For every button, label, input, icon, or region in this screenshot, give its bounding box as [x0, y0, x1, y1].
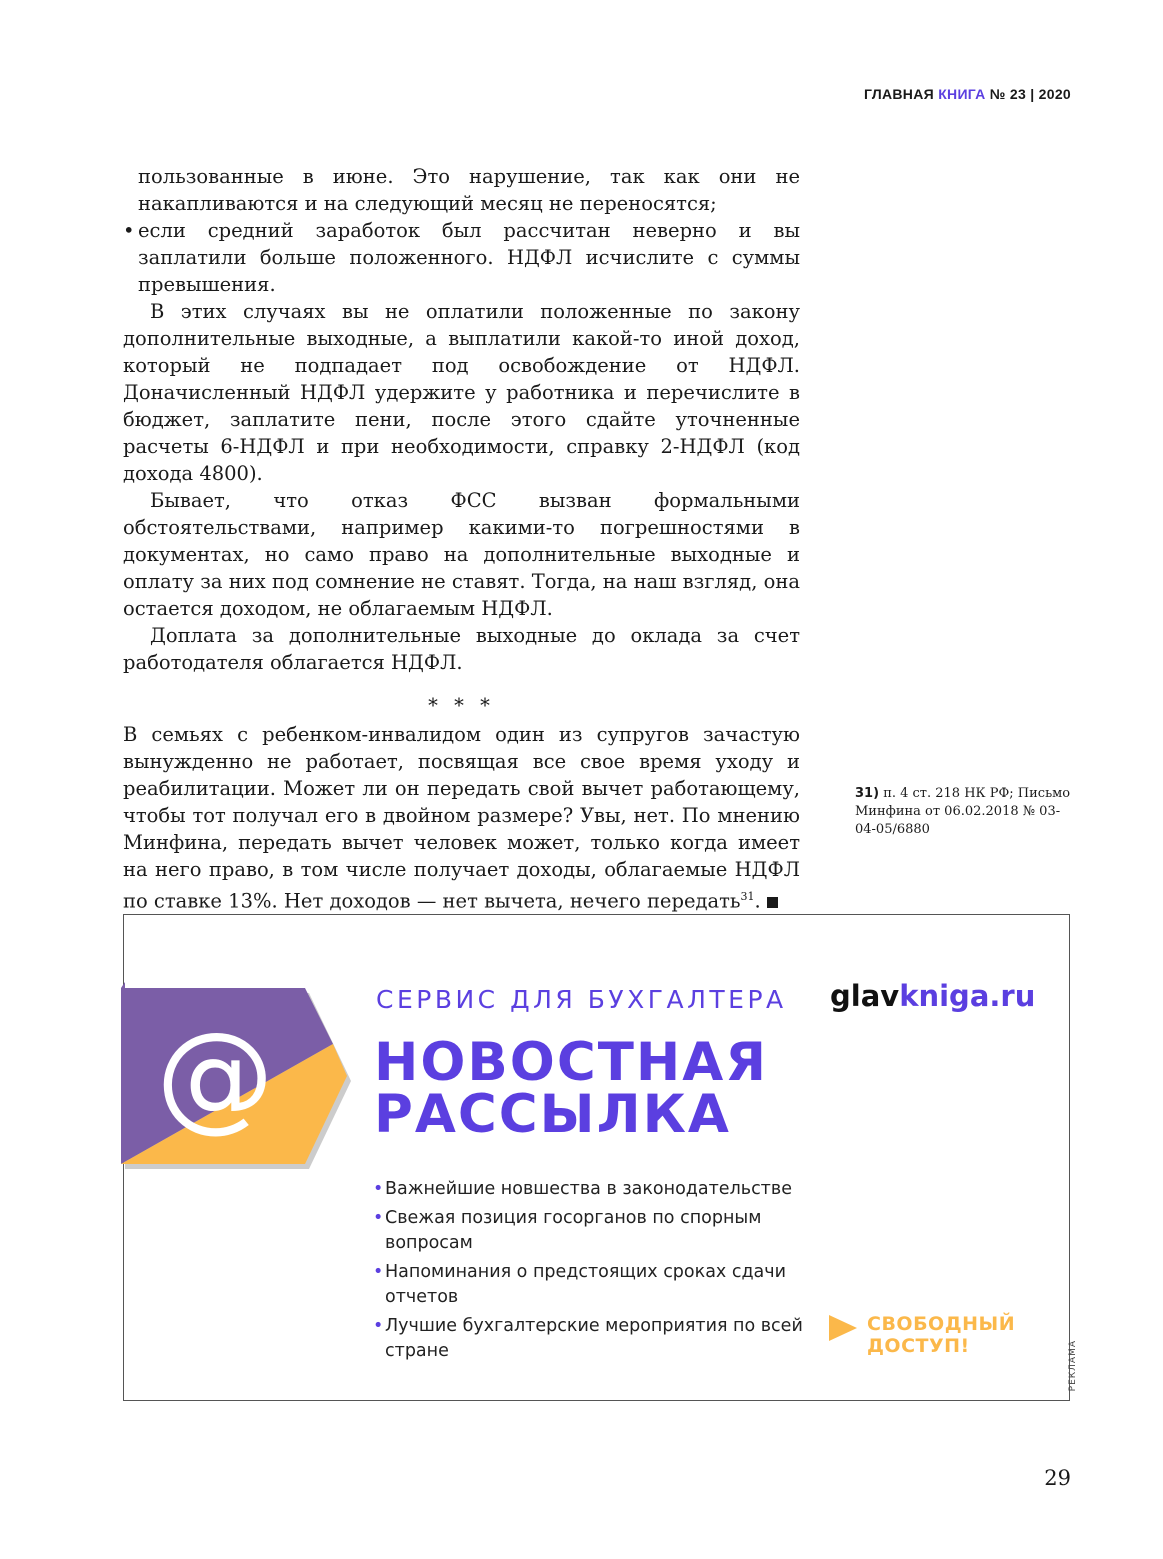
sidenote: [855, 785, 1075, 839]
list-item: • Важнейшие новшества в законодательстве: [373, 1177, 803, 1202]
article-body: [123, 163, 800, 915]
end-mark-icon: [767, 897, 778, 908]
site-part1: glav: [830, 979, 900, 1013]
brand-part2: КНИГА: [938, 86, 986, 102]
ad-features-list: [373, 1177, 803, 1368]
bullet-item: [123, 217, 800, 298]
footnote-text: п. 4 ст. 218 НК РФ; Письмо Минфина от 06.02.2018 № 03-04-05/6880: [855, 786, 1071, 837]
at-sign-logo-icon: [111, 978, 351, 1178]
advertisement[interactable]: [123, 914, 1070, 1401]
ad-title-line1: НОВОСТНАЯ: [374, 1032, 769, 1093]
list-item: • Лучшие бухгалтерские мероприятия по всей стране: [373, 1314, 803, 1364]
list-item: • Свежая позиция госорганов по спорным вопросам: [373, 1206, 803, 1256]
footnote-number: 31): [855, 786, 880, 801]
paragraph-3: Доплата за дополнительные выходные до оклада за счет работодателя облагается НДФЛ.: [123, 624, 800, 674]
page-number: 29: [1044, 1466, 1071, 1490]
brand-part1: ГЛАВНАЯ: [863, 86, 934, 102]
continued-text: пользованные в июне. Это нарушение, так как они не накапливаются и на следующий месяц не переносятся;: [138, 165, 800, 215]
ad-label: РЕКЛАМА: [1068, 1340, 1078, 1392]
free-line1: СВОБОДНЫЙ: [867, 1313, 1016, 1335]
paragraph-4-text: В семьях с ребенком-инвалидом один из супругов зачастую вынужденно не работает, посвящая все свое время уходу и реабилитации. Может ли он передать свой вычет работающему, чтобы тот получал его в двойном размере? Увы, нет. По мнению Минфина, передать вычет человек может, только когда имеет на него право, в том числе получает доходы, облагаемые НДФЛ по ставке 13%. Нет доходов — нет вычета, нечего передать: [123, 723, 800, 913]
issue-number: № 23 | 2020: [989, 86, 1071, 102]
paragraph-4: [123, 721, 800, 915]
svg-text:@: @: [156, 1006, 274, 1144]
running-header: [864, 86, 1071, 102]
paragraph-1: В этих случаях вы не оплатили положенные по закону дополнительные выходные, а выплатили какой-то иной доход, который не подпадает под освобождение от НДФЛ. Доначисленный НДФЛ удержите у работника и перечислите в бюджет, заплатите пени, после этого сдайте уточненные расчеты 6-НДФЛ и при необходимости, справку 2-НДФЛ (код дохода 4800).: [123, 300, 800, 485]
free-line2: ДОСТУП!: [867, 1335, 970, 1357]
bullet-text: если средний заработок был рассчитан неверно и вы заплатили больше положенного. НДФЛ исчислите с суммы превышения.: [138, 219, 800, 296]
free-access-text: [867, 1313, 1067, 1357]
ad-title: [374, 1032, 769, 1145]
paragraph-4-end: .: [754, 889, 761, 913]
list-item: • Напоминания о предстоящих сроках сдачи отчетов: [373, 1260, 803, 1310]
ad-site-link[interactable]: [830, 979, 1035, 1013]
paragraph-2: Бывает, что отказ ФСС вызван формальными обстоятельствами, например какими-то погрешностями в документах, но само право на дополнительные выходные и оплату за них под сомнение не ставят. Тогда, на наш взгляд, она остается доходом, не облагаемым НДФЛ.: [123, 489, 800, 620]
site-part2: kniga.ru: [899, 979, 1036, 1013]
section-divider: * * *: [428, 694, 495, 717]
footnote-ref: 31: [740, 890, 755, 903]
play-arrow-icon: [829, 1315, 857, 1341]
ad-service-label: СЕРВИС ДЛЯ БУХГАЛТЕРА: [376, 985, 787, 1014]
ad-title-line2: РАССЫЛКА: [374, 1084, 731, 1145]
bullet-marker: •: [123, 219, 135, 242]
